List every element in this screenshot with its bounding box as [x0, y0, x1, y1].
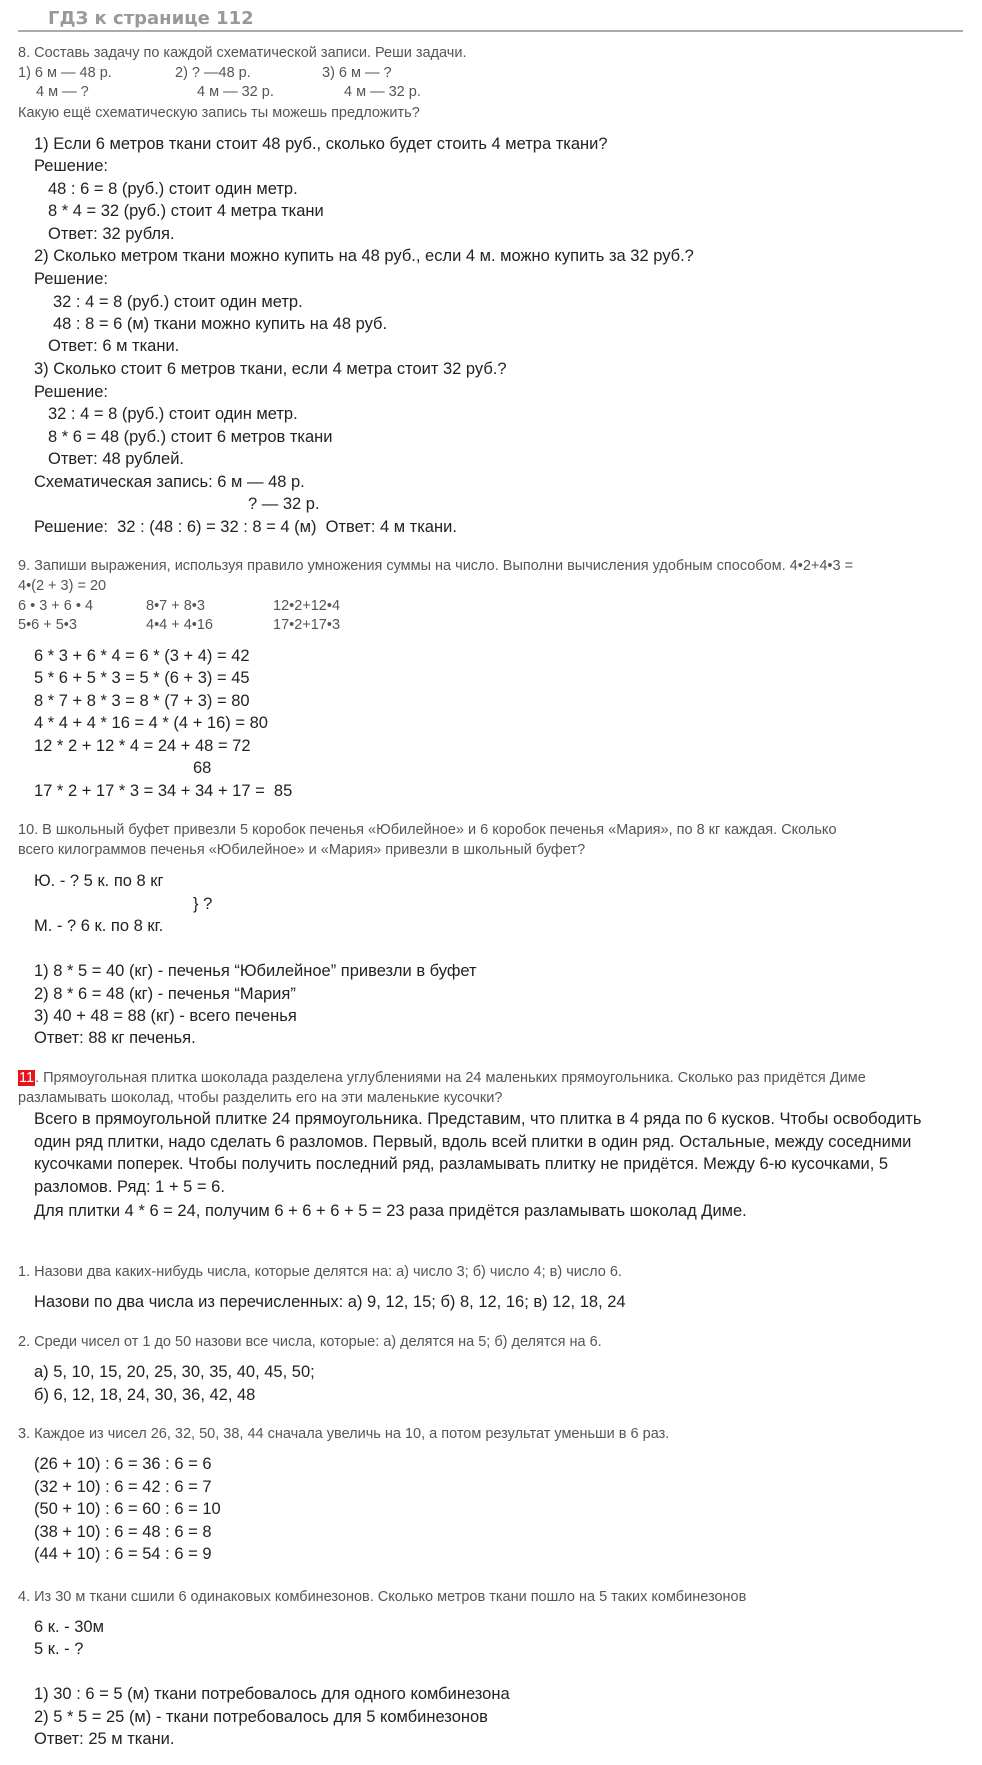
task-9-expr: 12•2+12•4 [273, 598, 341, 614]
task-8-answer-line: Решение: [34, 270, 108, 288]
task-11-answer: Всего в прямоугольной плитке 24 прямоугольника. Представим, что плитка в 4 ряда по 6 кусков. Чтобы освободить один ряд плитки, надо сделать 6 разломов. Первый, вдоль всей плитки в один ряд. Остальные, между соседними кусочками поперек. Чтобы получить последний ряд, разламывать плитку не придётся. Между 6-ю кусочками, 5 разломов. Ряд: 1 + 5 = 6. [34, 1110, 922, 1196]
task-8-scheme-3a: 3) 6 м — ? [322, 65, 392, 81]
question-3-answer-line: (32 + 10) : 6 = 42 : 6 = 7 [34, 1478, 212, 1496]
task-8-title: 8. Составь задачу по каждой схематической записи. Реши задачи. [18, 45, 467, 61]
question-4-title: 4. Из 30 м ткани сшили 6 одинаковых комбинезонов. Сколько метров ткани пошло на 5 таких комбинезонов [18, 1589, 747, 1605]
task-11-number-marker: 11 [19, 1070, 35, 1086]
task-10-answer-line: } ? [193, 895, 213, 913]
task-9-answer-line: 68 [193, 759, 212, 777]
task-9-answer-line: 8 * 7 + 8 * 3 = 8 * (7 + 3) = 80 [34, 692, 250, 710]
task-11-title [18, 1068, 958, 1108]
task-8-answer-line: Ответ: 6 м ткани. [48, 337, 180, 355]
task-8-scheme-2b: 4 м — 32 р. [197, 84, 274, 100]
task-9-expr: 17•2+17•3 [273, 617, 341, 633]
page-title: ГДЗ к странице 112 [48, 8, 254, 29]
question-4-answer-line: 1) 30 : 6 = 5 (м) ткани потребовалось для одного комбинезона [34, 1685, 510, 1703]
task-9-expr: 4•4 + 4•16 [146, 617, 213, 633]
task-8-scheme-2a: 2) ? —48 р. [175, 65, 251, 81]
task-10-answer-line: М. - ? 6 к. по 8 кг. [34, 917, 164, 935]
task-11-answer-final: Для плитки 4 * 6 = 24, получим 6 + 6 + 6 + 5 = 23 раза придётся разламывать шоколад Диме. [34, 1202, 747, 1220]
task-8-answer-line: 3) Сколько стоит 6 метров ткани, если 4 метра стоит 32 руб.? [34, 360, 507, 378]
task-8-answer-line: 8 * 6 = 48 (руб.) стоит 6 метров ткани [48, 428, 333, 446]
question-4-answer-line: 2) 5 * 5 = 25 (м) - ткани потребовалось для 5 комбинезонов [34, 1708, 488, 1726]
task-8-answer-line: Решение: 32 : (48 : 6) = 32 : 8 = 4 (м) Ответ: 4 м ткани. [34, 518, 457, 536]
task-10-answer-line: Ответ: 88 кг печенья. [34, 1029, 196, 1047]
task-10-answer-line: 3) 40 + 48 = 88 (кг) - всего печенья [34, 1007, 297, 1025]
question-4-answer-line: Ответ: 25 м ткани. [34, 1730, 175, 1748]
question-2-answer-line: б) 6, 12, 18, 24, 30, 36, 42, 48 [34, 1386, 256, 1404]
task-9-answer-line: 6 * 3 + 6 * 4 = 6 * (3 + 4) = 42 [34, 647, 250, 665]
question-3-title: 3. Каждое из чисел 26, 32, 50, 38, 44 сначала увеличь на 10, а потом результат уменьши в 6 раз. [18, 1426, 670, 1442]
task-10-answer-line: 2) 8 * 6 = 48 (кг) - печенья “Мария” [34, 985, 296, 1003]
task-10-answer-line: 1) 8 * 5 = 40 (кг) - печенья “Юбилейное” привезли в буфет [34, 962, 477, 980]
task-8-answer-line: 48 : 6 = 8 (руб.) стоит один метр. [48, 180, 298, 198]
task-8-answer-line: 8 * 4 = 32 (руб.) стоит 4 метра ткани [48, 202, 324, 220]
question-3-answer-line: (44 + 10) : 6 = 54 : 6 = 9 [34, 1545, 212, 1563]
task-8-scheme-1a: 1) 6 м — 48 р. [18, 65, 112, 81]
task-8-answer-line: 48 : 8 = 6 (м) ткани можно купить на 48 руб. [53, 315, 388, 333]
task-10-title-cont: всего килограммов печенья «Юбилейное» и «Мария» привезли в школьный буфет? [18, 842, 586, 858]
task-8-answer-line: Ответ: 48 рублей. [48, 450, 185, 468]
question-3-answer-line: (38 + 10) : 6 = 48 : 6 = 8 [34, 1523, 212, 1541]
task-9-answer-line: 4 * 4 + 4 * 16 = 4 * (4 + 16) = 80 [34, 714, 268, 732]
question-4-answer-line: 5 к. - ? [34, 1640, 84, 1658]
question-2-answer-line: а) 5, 10, 15, 20, 25, 30, 35, 40, 45, 50; [34, 1363, 315, 1381]
task-9-title: 9. Запиши выражения, используя правило умножения суммы на число. Выполни вычисления удобным способом. 4•2+4•3 = [18, 558, 854, 574]
task-9-expr: 8•7 + 8•3 [146, 598, 205, 614]
task-9-answer-line: 12 * 2 + 12 * 4 = 24 + 48 = 72 [34, 737, 251, 755]
task-8-scheme-1b: 4 м — ? [36, 84, 89, 100]
task-11-title-text: . Прямоугольная плитка шоколада разделена углублениями на 24 маленьких прямоугольника. Сколько раз придётся Диме разламывать шоколад, чтобы разделить его на эти маленькие кусочки? [18, 1070, 866, 1106]
task-10-answer-line: Ю. - ? 5 к. по 8 кг [34, 872, 164, 890]
task-8-question: Какую ещё схематическую запись ты можешь предложить? [18, 105, 420, 121]
question-3-answer-line: (26 + 10) : 6 = 36 : 6 = 6 [34, 1455, 212, 1473]
task-8-answer-line: Ответ: 32 рубля. [48, 225, 175, 243]
task-8-answer-line: 32 : 4 = 8 (руб.) стоит один метр. [48, 405, 298, 423]
task-9-expr: 5•6 + 5•3 [18, 617, 77, 633]
question-3-answer-line: (50 + 10) : 6 = 60 : 6 = 10 [34, 1500, 221, 1518]
task-9-answer-line: 5 * 6 + 5 * 3 = 5 * (6 + 3) = 45 [34, 669, 250, 687]
task-10-title: 10. В школьный буфет привезли 5 коробок печенья «Юбилейное» и 6 коробок печенья «Мария», по 8 кг каждая. Сколько [18, 822, 837, 838]
question-1-answer: Назови по два числа из перечисленных: а) 9, 12, 15; б) 8, 12, 16; в) 12, 18, 24 [34, 1293, 626, 1311]
question-2-title: 2. Среди чисел от 1 до 50 назови все числа, которые: а) делятся на 5; б) делятся на 6. [18, 1334, 602, 1350]
question-1-title: 1. Назови два каких-нибудь числа, которые делятся на: а) число 3; б) число 4; в) число 6. [18, 1264, 622, 1280]
question-4-answer-line: 6 к. - 30м [34, 1618, 104, 1636]
task-8-answer-line: 1) Если 6 метров ткани стоит 48 руб., сколько будет стоить 4 метра ткани? [34, 135, 608, 153]
task-8-answer-line: Схематическая запись: 6 м — 48 р. [34, 473, 305, 491]
task-8-answer-line: 2) Сколько метром ткани можно купить на 48 руб., если 4 м. можно купить за 32 руб.? [34, 247, 694, 265]
task-8-answer-line: 32 : 4 = 8 (руб.) стоит один метр. [53, 293, 303, 311]
task-8-answer-line: Решение: [34, 383, 108, 401]
task-9-expr: 6 • 3 + 6 • 4 [18, 598, 94, 614]
task-9-answer-line: 17 * 2 + 17 * 3 = 34 + 34 + 17 = 85 [34, 782, 293, 800]
task-9-title-cont: 4•(2 + 3) = 20 [18, 578, 107, 594]
task-8-scheme-3b: 4 м — 32 р. [344, 84, 421, 100]
task-8-answer-line: Решение: [34, 157, 108, 175]
task-8-answer-line: ? — 32 р. [248, 495, 320, 513]
page-header [18, 0, 963, 32]
